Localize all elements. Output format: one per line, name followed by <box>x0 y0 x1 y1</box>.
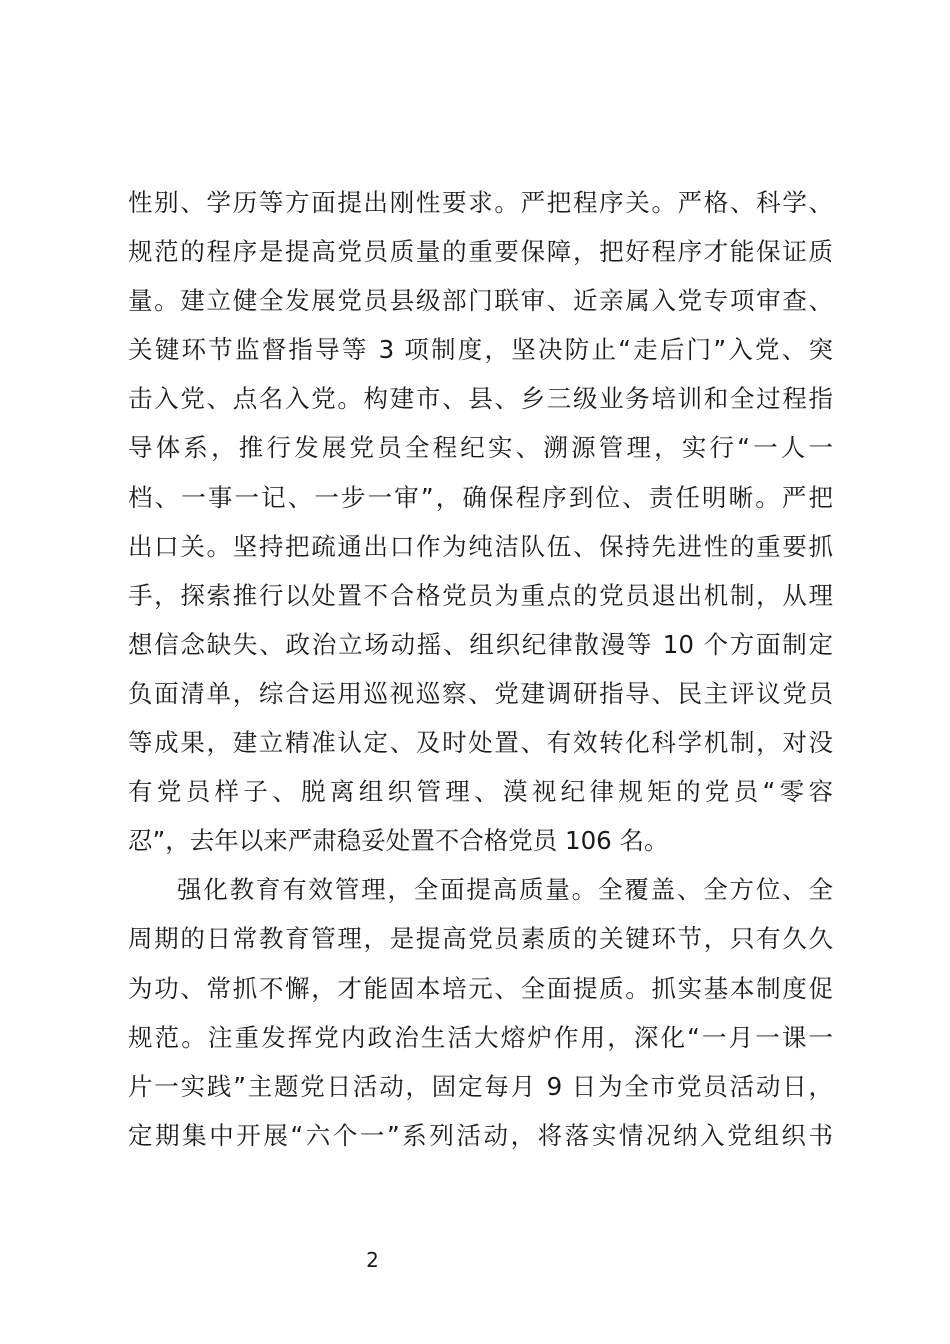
text-line: 忍”，去年以来严肃稳妥处置不合格党员 106 名。 <box>128 826 669 856</box>
text-line: 片一实践”主题党日活动，固定每月 9 日为全市党员活动日， <box>128 1071 833 1101</box>
paragraph-2 <box>128 865 833 1160</box>
text-line: 强化教育有效管理，全面提高质量。全覆盖、全方位、全 <box>177 875 833 905</box>
text-line: 有党员样子、脱离组织管理、漠视纪律规矩的党员“零容 <box>128 777 833 807</box>
text-line: 为功、常抓不懈，才能固本培元、全面提质。抓实基本制度促 <box>128 973 833 1003</box>
text-line: 定期集中开展“六个一”系列活动，将落实情况纳入党组织书 <box>128 1120 833 1150</box>
page-number: 2 <box>366 1248 379 1272</box>
text-line: 出口关。坚持把疏通出口作为纯洁队伍、保持先进性的重要抓 <box>128 531 833 561</box>
text-line: 想信念缺失、政治立场动摇、组织纪律散漫等 10 个方面制定 <box>128 629 833 659</box>
text-line: 性别、学历等方面提出刚性要求。严把程序关。严格、科学、 <box>128 188 833 217</box>
text-line: 规范。注重发挥党内政治生活大熔炉作用，深化“一月一课一 <box>128 1022 833 1052</box>
text-line: 等成果，建立精准认定、及时处置、有效转化科学机制，对没 <box>128 728 833 758</box>
text-line: 击入党、点名入党。构建市、县、乡三级业务培训和全过程指 <box>128 384 833 414</box>
text-line: 手，探索推行以处置不合格党员为重点的党员退出机制，从理 <box>128 580 833 610</box>
text-line: 档、一事一记、一步一审”，确保程序到位、责任明晰。严把 <box>128 482 833 512</box>
paragraph-1 <box>128 178 833 865</box>
body-text <box>128 178 833 1160</box>
text-line: 关键环节监督指导等 3 项制度，坚决防止“走后门”入党、突 <box>128 335 833 365</box>
text-line: 规范的程序是提高党员质量的重要保障，把好程序才能保证质 <box>128 237 833 267</box>
text-line: 导体系，推行发展党员全程纪实、溯源管理，实行“一人一 <box>128 433 833 463</box>
text-line: 负面清单，综合运用巡视巡察、党建调研指导、民主评议党员 <box>128 678 833 708</box>
text-line: 周期的日常教育管理，是提高党员素质的关键环节，只有久久 <box>128 924 833 954</box>
text-line: 量。建立健全发展党员县级部门联审、近亲属入党专项审查、 <box>128 286 833 316</box>
